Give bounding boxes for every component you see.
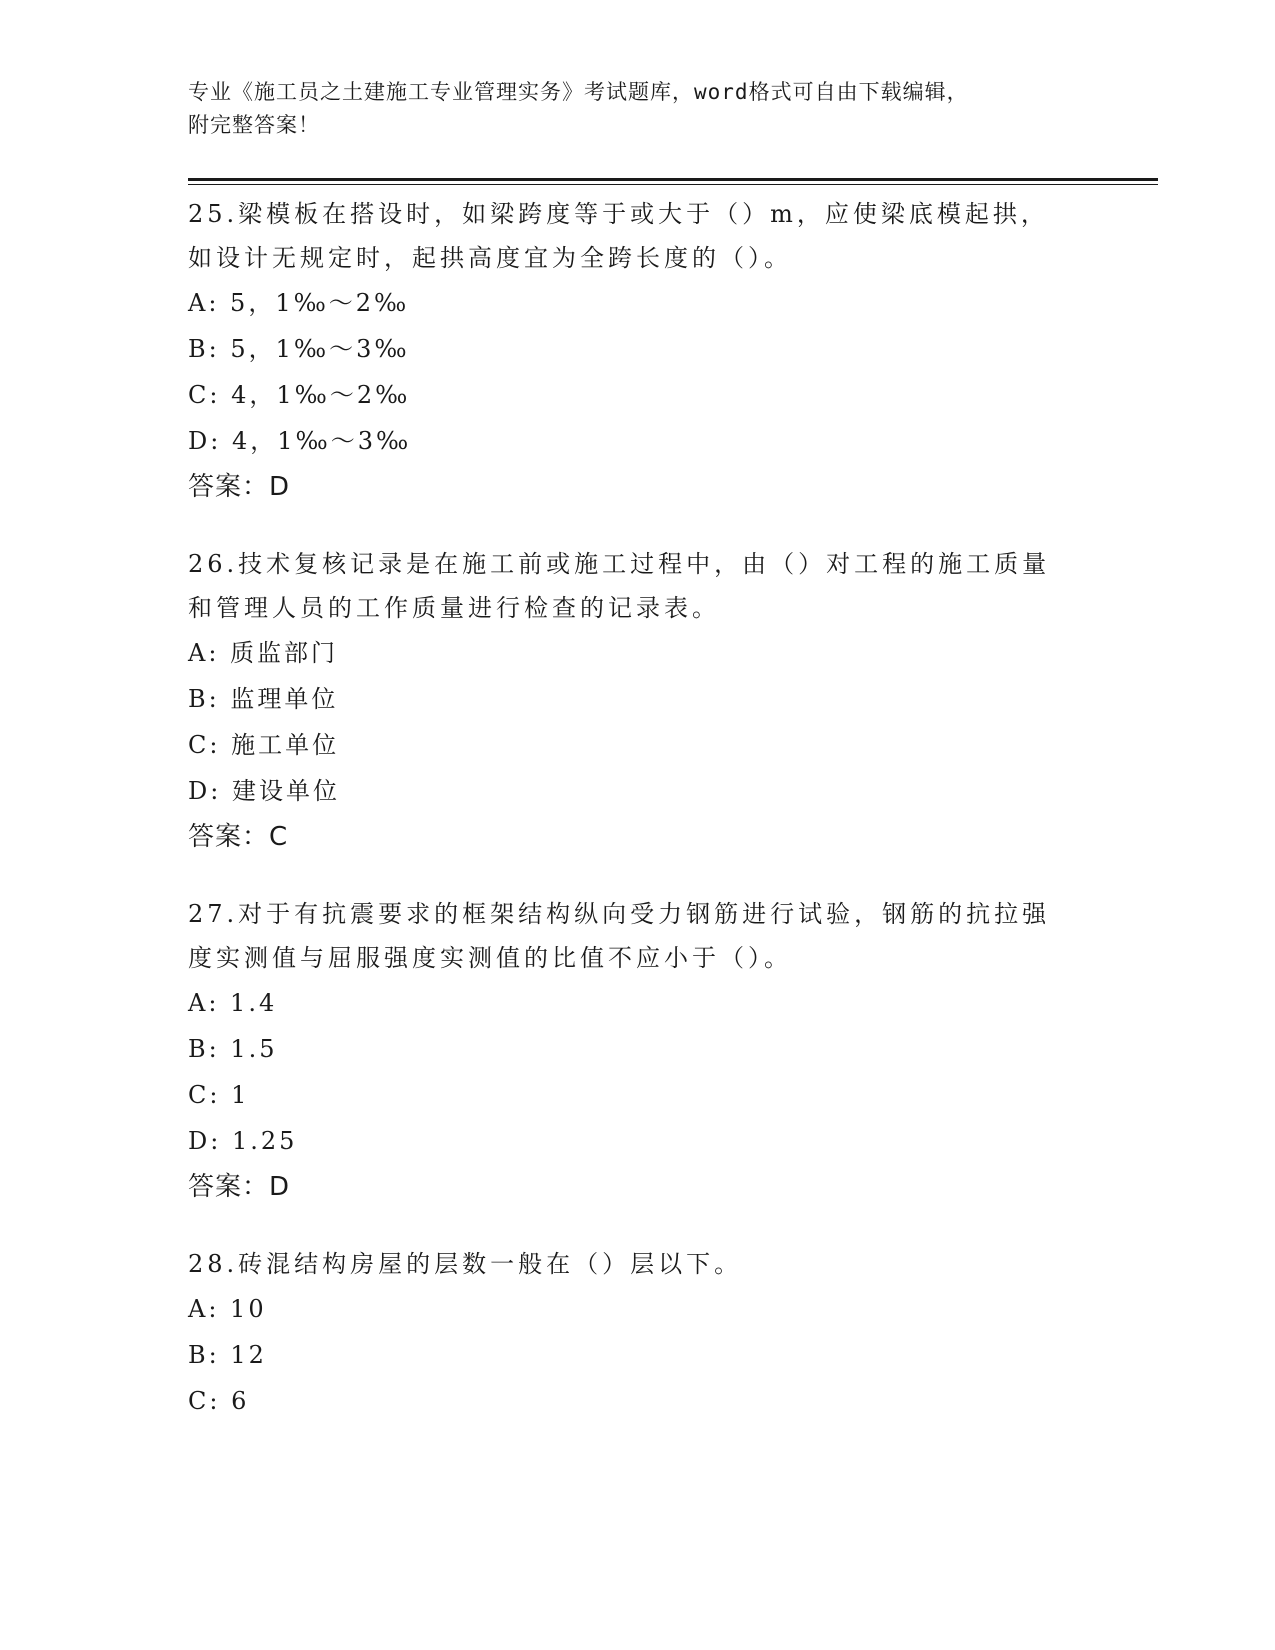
header-line-1: 专业《施工员之土建施工专业管理实务》考试题库，word格式可自由下载编辑， (188, 80, 969, 104)
question-stem-line: 25.梁模板在搭设时，如梁跨度等于或大于（）m，应使梁底模起拱， (188, 200, 1049, 228)
option-c: C: 4，1‰～2‰ (188, 381, 411, 409)
document-header (188, 76, 1068, 142)
option-a: A: 质监部门 (188, 639, 339, 667)
question-stem-line: 如设计无规定时，起拱高度宜为全跨长度的（）。 (188, 244, 792, 272)
question-25 (188, 192, 1088, 510)
question-27 (188, 892, 1088, 1210)
option-b: B: 5，1‰～3‰ (188, 335, 410, 363)
header-divider-thick (188, 178, 1158, 181)
question-28 (188, 1242, 1088, 1424)
option-a: A: 10 (188, 1295, 267, 1323)
option-d: D: 4，1‰～3‰ (188, 427, 412, 455)
answer: 答案：C (188, 822, 289, 852)
question-stem-line: 28.砖混结构房屋的层数一般在（）层以下。 (188, 1250, 743, 1278)
header-line-2: 附完整答案！ (188, 113, 320, 137)
option-a: A: 5，1‰～2‰ (188, 289, 410, 317)
option-b: B: 1.5 (188, 1035, 278, 1063)
option-c: C: 6 (188, 1387, 250, 1415)
option-c: C: 施工单位 (188, 731, 340, 759)
header-divider-thin (188, 184, 1158, 185)
option-d: D: 建设单位 (188, 777, 340, 805)
question-stem-line: 度实测值与屈服强度实测值的比值不应小于（）。 (188, 944, 792, 972)
question-stem-line: 和管理人员的工作质量进行检查的记录表。 (188, 594, 720, 622)
answer: 答案：D (188, 1172, 291, 1202)
option-d: D: 1.25 (188, 1127, 298, 1155)
question-stem-line: 26.技术复核记录是在施工前或施工过程中，由（）对工程的施工质量 (188, 550, 1051, 578)
question-stem-line: 27.对于有抗震要求的框架结构纵向受力钢筋进行试验，钢筋的抗拉强 (188, 900, 1051, 928)
answer: 答案：D (188, 472, 291, 502)
option-a: A: 1.4 (188, 989, 278, 1017)
question-26 (188, 542, 1088, 860)
option-b: B: 12 (188, 1341, 267, 1369)
option-c: C: 1 (188, 1081, 250, 1109)
option-b: B: 监理单位 (188, 685, 339, 713)
